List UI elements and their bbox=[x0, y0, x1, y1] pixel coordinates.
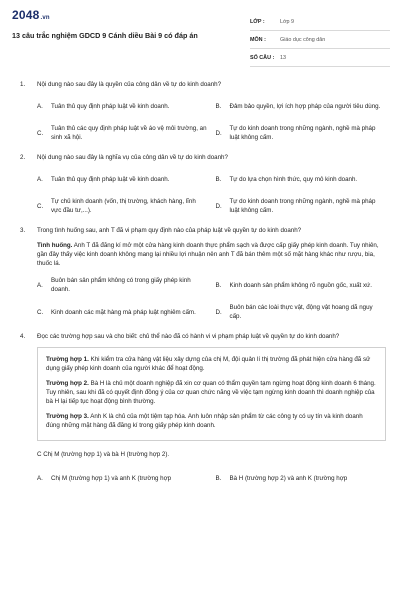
site-logo[interactable] bbox=[12, 8, 50, 22]
cases-box bbox=[37, 347, 386, 441]
option-letter: C. bbox=[37, 202, 44, 210]
document-title: 13 câu trắc nghiệm GDCD 9 Cánh diều Bài 9 có đáp án bbox=[12, 31, 198, 40]
option-text: Kinh doanh các mặt hàng mà pháp luật nghiêm cấm. bbox=[51, 308, 196, 316]
meta-row-class bbox=[250, 13, 390, 31]
option-text: Tự chủ kinh doanh (vốn, thị trường, khách hàng, lĩnh vực đầu tư,...). bbox=[51, 198, 196, 214]
question-text: Đọc các trường hợp sau và cho biết: chủ thể nào đã có hành vi vi phạm pháp luật về quyền tự do kinh doanh? bbox=[37, 333, 340, 340]
option-text: Tuân thủ các quy định pháp luật về áo vệ môi trường, an sinh xã hội. bbox=[51, 125, 207, 141]
option-text: Chị M (trường hợp 1) và anh K (trường hợp bbox=[51, 474, 172, 482]
answer-options bbox=[20, 274, 386, 323]
option-letter: A. bbox=[37, 102, 43, 110]
option-b[interactable] bbox=[216, 467, 387, 489]
question-stem bbox=[20, 153, 386, 162]
option-text: Kinh doanh sản phẩm không rõ nguồn gốc, xuất xứ. bbox=[229, 281, 372, 289]
case-text: Bà H là chủ một doanh nghiệp đã xin cơ quan có thẩm quyền tạm ngừng hoạt động kinh doanh 6 tháng. Tuy nhiên, sau khi đã có quyết định đồng ý của cơ quan chức năng về việc tạm ngừng kinh doanh thì doanh nghiệp của bà H lại tiếp tục hoạt động bình thường. bbox=[46, 380, 376, 405]
question-number: 3. bbox=[20, 227, 26, 234]
meta-value: Giáo dục công dân bbox=[280, 36, 326, 43]
option-d[interactable] bbox=[216, 301, 387, 323]
option-d[interactable] bbox=[216, 195, 387, 217]
option-letter: B. bbox=[215, 474, 222, 482]
option-text: Tự do kinh doanh trong những ngành, nghề mà pháp luật không cấm. bbox=[229, 198, 376, 214]
question-stem bbox=[20, 226, 386, 235]
conclusion-text: C Chị M (trường hợp 1) và bà H (trường hợp 2). bbox=[37, 451, 170, 458]
case-text: Anh K là chủ của một tiệm tạp hóa. Anh luôn nhập sản phẩm từ các công ty có uy tín và kinh doanh đúng những mặt hàng đã đăng kí trong giấy phép kinh doanh. bbox=[46, 413, 363, 429]
option-text: Tuân thủ quy định pháp luật về kinh doanh. bbox=[51, 102, 170, 110]
option-text: Đảm bảo quyền, lợi ích hợp pháp của người tiêu dùng. bbox=[229, 102, 381, 110]
option-b[interactable] bbox=[216, 168, 387, 190]
option-letter: D. bbox=[215, 202, 222, 210]
meta-label: SỐ CÂU : bbox=[250, 54, 275, 61]
meta-row-count bbox=[250, 49, 390, 67]
question-stem bbox=[20, 332, 386, 341]
question-list bbox=[20, 80, 386, 498]
question-number: 2. bbox=[20, 154, 26, 161]
question-number: 4. bbox=[20, 333, 26, 340]
case-2 bbox=[46, 379, 377, 406]
option-a[interactable] bbox=[37, 168, 208, 190]
meta-label: LỚP : bbox=[250, 18, 265, 25]
case-label: Trường hợp 3. bbox=[46, 413, 89, 420]
question-3 bbox=[20, 226, 386, 323]
logo-text: 2048 bbox=[12, 8, 40, 22]
question-4 bbox=[20, 332, 386, 489]
option-a[interactable] bbox=[37, 467, 208, 489]
option-c[interactable] bbox=[37, 195, 208, 217]
answer-options bbox=[20, 168, 386, 217]
situation-paragraph bbox=[20, 241, 386, 268]
question-2 bbox=[20, 153, 386, 217]
meta-panel bbox=[250, 13, 390, 67]
option-letter: A. bbox=[37, 474, 43, 482]
situation-label: Tình huống. bbox=[37, 242, 73, 249]
meta-value: Lớp 9 bbox=[280, 18, 295, 25]
option-text: Tuân thủ quy định pháp luật về kinh doanh. bbox=[51, 175, 170, 183]
option-letter: B. bbox=[215, 281, 222, 289]
option-text: Buôn bán các loài thực vật, động vật hoang dã nguy cấp. bbox=[229, 304, 373, 320]
option-letter: C. bbox=[37, 308, 44, 316]
case-label: Trường hợp 2. bbox=[46, 380, 89, 387]
option-text: Tự do lựa chọn hình thức, quy mô kinh doanh. bbox=[229, 175, 358, 183]
option-c[interactable] bbox=[37, 122, 208, 144]
answer-options bbox=[20, 95, 386, 144]
option-letter: A. bbox=[37, 281, 43, 289]
case-3 bbox=[46, 412, 377, 430]
option-letter: A. bbox=[37, 175, 43, 183]
option-text: Tự do kinh doanh trong những ngành, nghề mà pháp luật không cấm. bbox=[229, 125, 376, 141]
case-label: Trường hợp 1. bbox=[46, 356, 89, 363]
option-text: Buôn bán sản phẩm không có trong giấy phép kinh doanh. bbox=[51, 277, 191, 293]
question-1 bbox=[20, 80, 386, 144]
logo-suffix: .vn bbox=[40, 15, 50, 21]
option-text: Bà H (trường hợp 2) và anh K (trường hợp bbox=[229, 474, 348, 482]
question-text: Nội dung nào sau đây là nghĩa vụ của công dân về tự do kinh doanh? bbox=[37, 154, 228, 161]
question-text: Nội dung nào sau đây là quyền của công dân về tự do kinh doanh? bbox=[37, 81, 222, 88]
option-a[interactable] bbox=[37, 95, 208, 117]
option-d[interactable] bbox=[216, 122, 387, 144]
option-letter: D. bbox=[215, 129, 222, 137]
question-text: Trong tình huống sau, anh T đã vi phạm quy định nào của pháp luật về quyền tự do kinh doanh? bbox=[37, 227, 302, 234]
option-letter: B. bbox=[215, 102, 222, 110]
question-stem bbox=[20, 80, 386, 89]
option-c[interactable] bbox=[37, 301, 208, 323]
option-b[interactable] bbox=[216, 274, 387, 296]
option-letter: B. bbox=[215, 175, 222, 183]
case-text: Khi kiểm tra cửa hàng vật liệu xây dựng của chị M, đội quản lí thị trường đã phát hiện cửa hàng đã sử dụng giấy phép kinh doanh của người khác để hoạt động. bbox=[46, 356, 371, 372]
option-a[interactable] bbox=[37, 274, 208, 296]
case-1 bbox=[46, 355, 377, 373]
answer-options bbox=[20, 467, 386, 489]
option-letter: D. bbox=[215, 308, 222, 316]
question-number: 1. bbox=[20, 81, 26, 88]
option-letter: C. bbox=[37, 129, 44, 137]
situation-text: Anh T đã đăng kí mở một cửa hàng kinh doanh thực phẩm sạch và được cấp giấy phép kinh doanh. Tuy nhiên, gần đây thấy việc kinh doanh không mang lại nhiều lợi nhuận nên anh T đã bán thêm một số mặt hàng khác như rượu, bia, thuốc lá. bbox=[37, 242, 379, 267]
meta-row-subject bbox=[250, 31, 390, 49]
meta-label: MÔN : bbox=[250, 36, 266, 43]
option-b[interactable] bbox=[216, 95, 387, 117]
meta-value: 13 bbox=[280, 54, 286, 61]
